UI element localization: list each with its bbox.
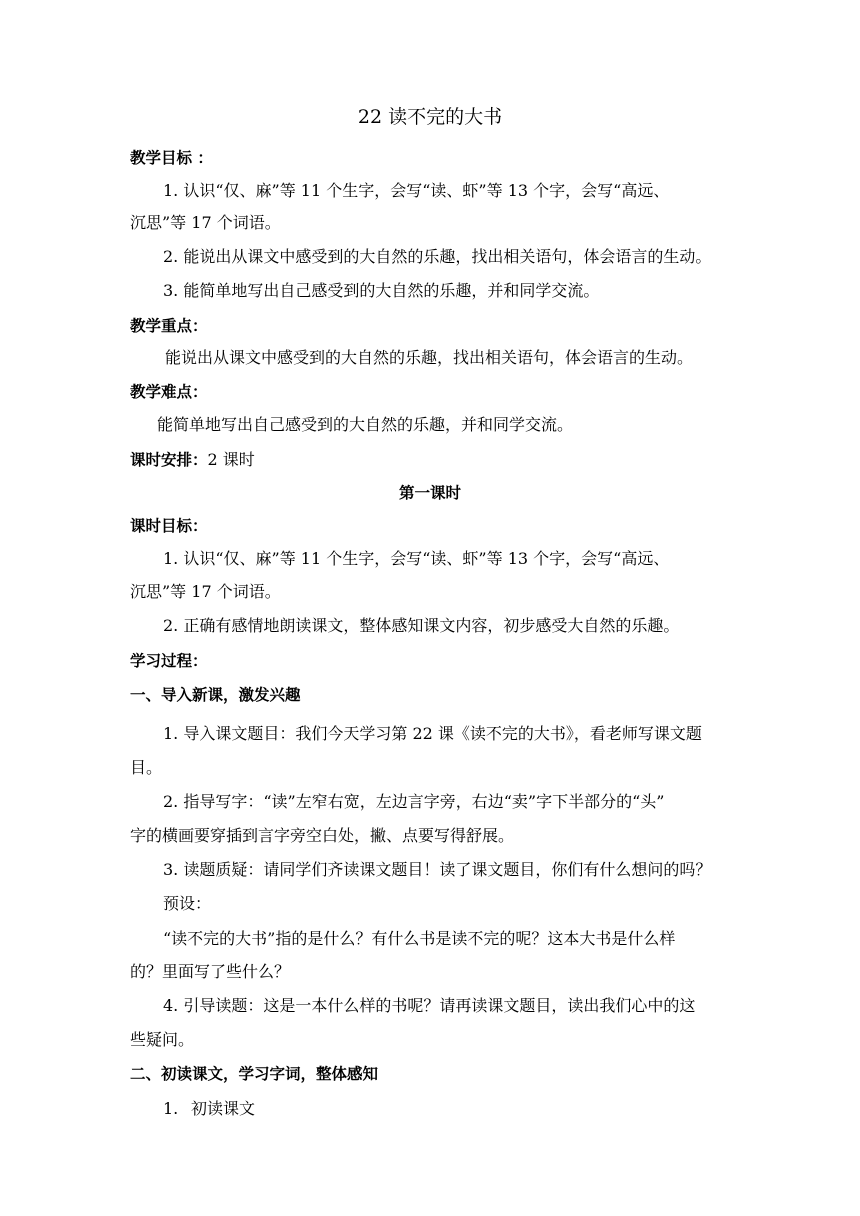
period-goal-line-1: 1. 认识“仅、麻”等 11 个生字，会写“读、虾”等 13 个字，会写“高远、 (163, 549, 670, 568)
section2-item-text: 初读课文 (191, 1099, 256, 1118)
section1-line-2: 目。 (130, 758, 163, 777)
document-title: 22 读不完的大书 (357, 106, 503, 128)
goal-line-3: 2. 能说出从课文中感受到的大自然的乐趣，找出相关语句，体会语言的生动。 (163, 247, 712, 266)
heading-period-goals: 课时目标： (130, 517, 208, 535)
goal-line-1: 1. 认识“仅、麻”等 11 个生字，会写“读、虾”等 13 个字，会写“高远、 (163, 181, 670, 200)
section1-line-4: 字的横画要穿插到言字旁空白处，撇、点要写得舒展。 (130, 826, 515, 845)
section2-item-number: 1. (163, 1099, 179, 1118)
difficulties-text: 能简单地写出自己感受到的大自然的乐趣，并和同学交流。 (157, 415, 574, 434)
section2-item (163, 1098, 255, 1120)
heading-process: 学习过程： (130, 652, 208, 670)
section2-heading: 二、初读课文，学习字词，整体感知 (130, 1065, 379, 1083)
heading-difficulties: 教学难点： (130, 383, 208, 401)
schedule-label: 课时安排： (130, 451, 208, 469)
section1-line-6: 预设： (163, 894, 212, 913)
section1-line-8: 的？里面写了些什么？ (130, 962, 291, 981)
first-period-title: 第一课时 (398, 484, 461, 502)
section1-line-10: 些疑问。 (130, 1030, 195, 1049)
section1-line-9: 4. 引导读题：这是一本什么样的书呢？请再读课文题目，读出我们心中的这 (163, 996, 696, 1015)
period-goal-line-2: 沉思”等 17 个词语。 (130, 582, 281, 601)
section1-line-3: 2. 指导写字：“读”左窄右宽，左边言字旁，右边“卖”字下半部分的“头” (163, 792, 665, 811)
schedule-value: 2 课时 (207, 450, 255, 469)
section1-heading: 一、导入新课，激发兴趣 (130, 686, 301, 704)
goal-line-2: 沉思”等 17 个词语。 (130, 213, 281, 232)
heading-teaching-goals: 教学目标 ： (130, 149, 213, 167)
period-goal-line-3: 2. 正确有感情地朗读课文，整体感知课文内容，初步感受大自然的乐趣。 (163, 616, 680, 635)
section1-line-5: 3. 读题质疑：请同学们齐读课文题目！读了课文题目，你们有什么想问的吗？ (163, 860, 712, 879)
schedule-row (130, 449, 255, 471)
goal-line-4: 3. 能简单地写出自己感受到的大自然的乐趣，并和同学交流。 (163, 281, 600, 300)
section1-line-7: “读不完的大书”指的是什么？有什么书是读不完的呢？这本大书是什么样 (163, 929, 676, 948)
heading-key-points: 教学重点： (130, 317, 208, 335)
section1-line-1: 1. 导入课文题目：我们今天学习第 22 课《读不完的大书》，看老师写课文题 (163, 724, 702, 743)
key-points-text: 能说出从课文中感受到的大自然的乐趣，找出相关语句，体会语言的生动。 (165, 348, 694, 367)
